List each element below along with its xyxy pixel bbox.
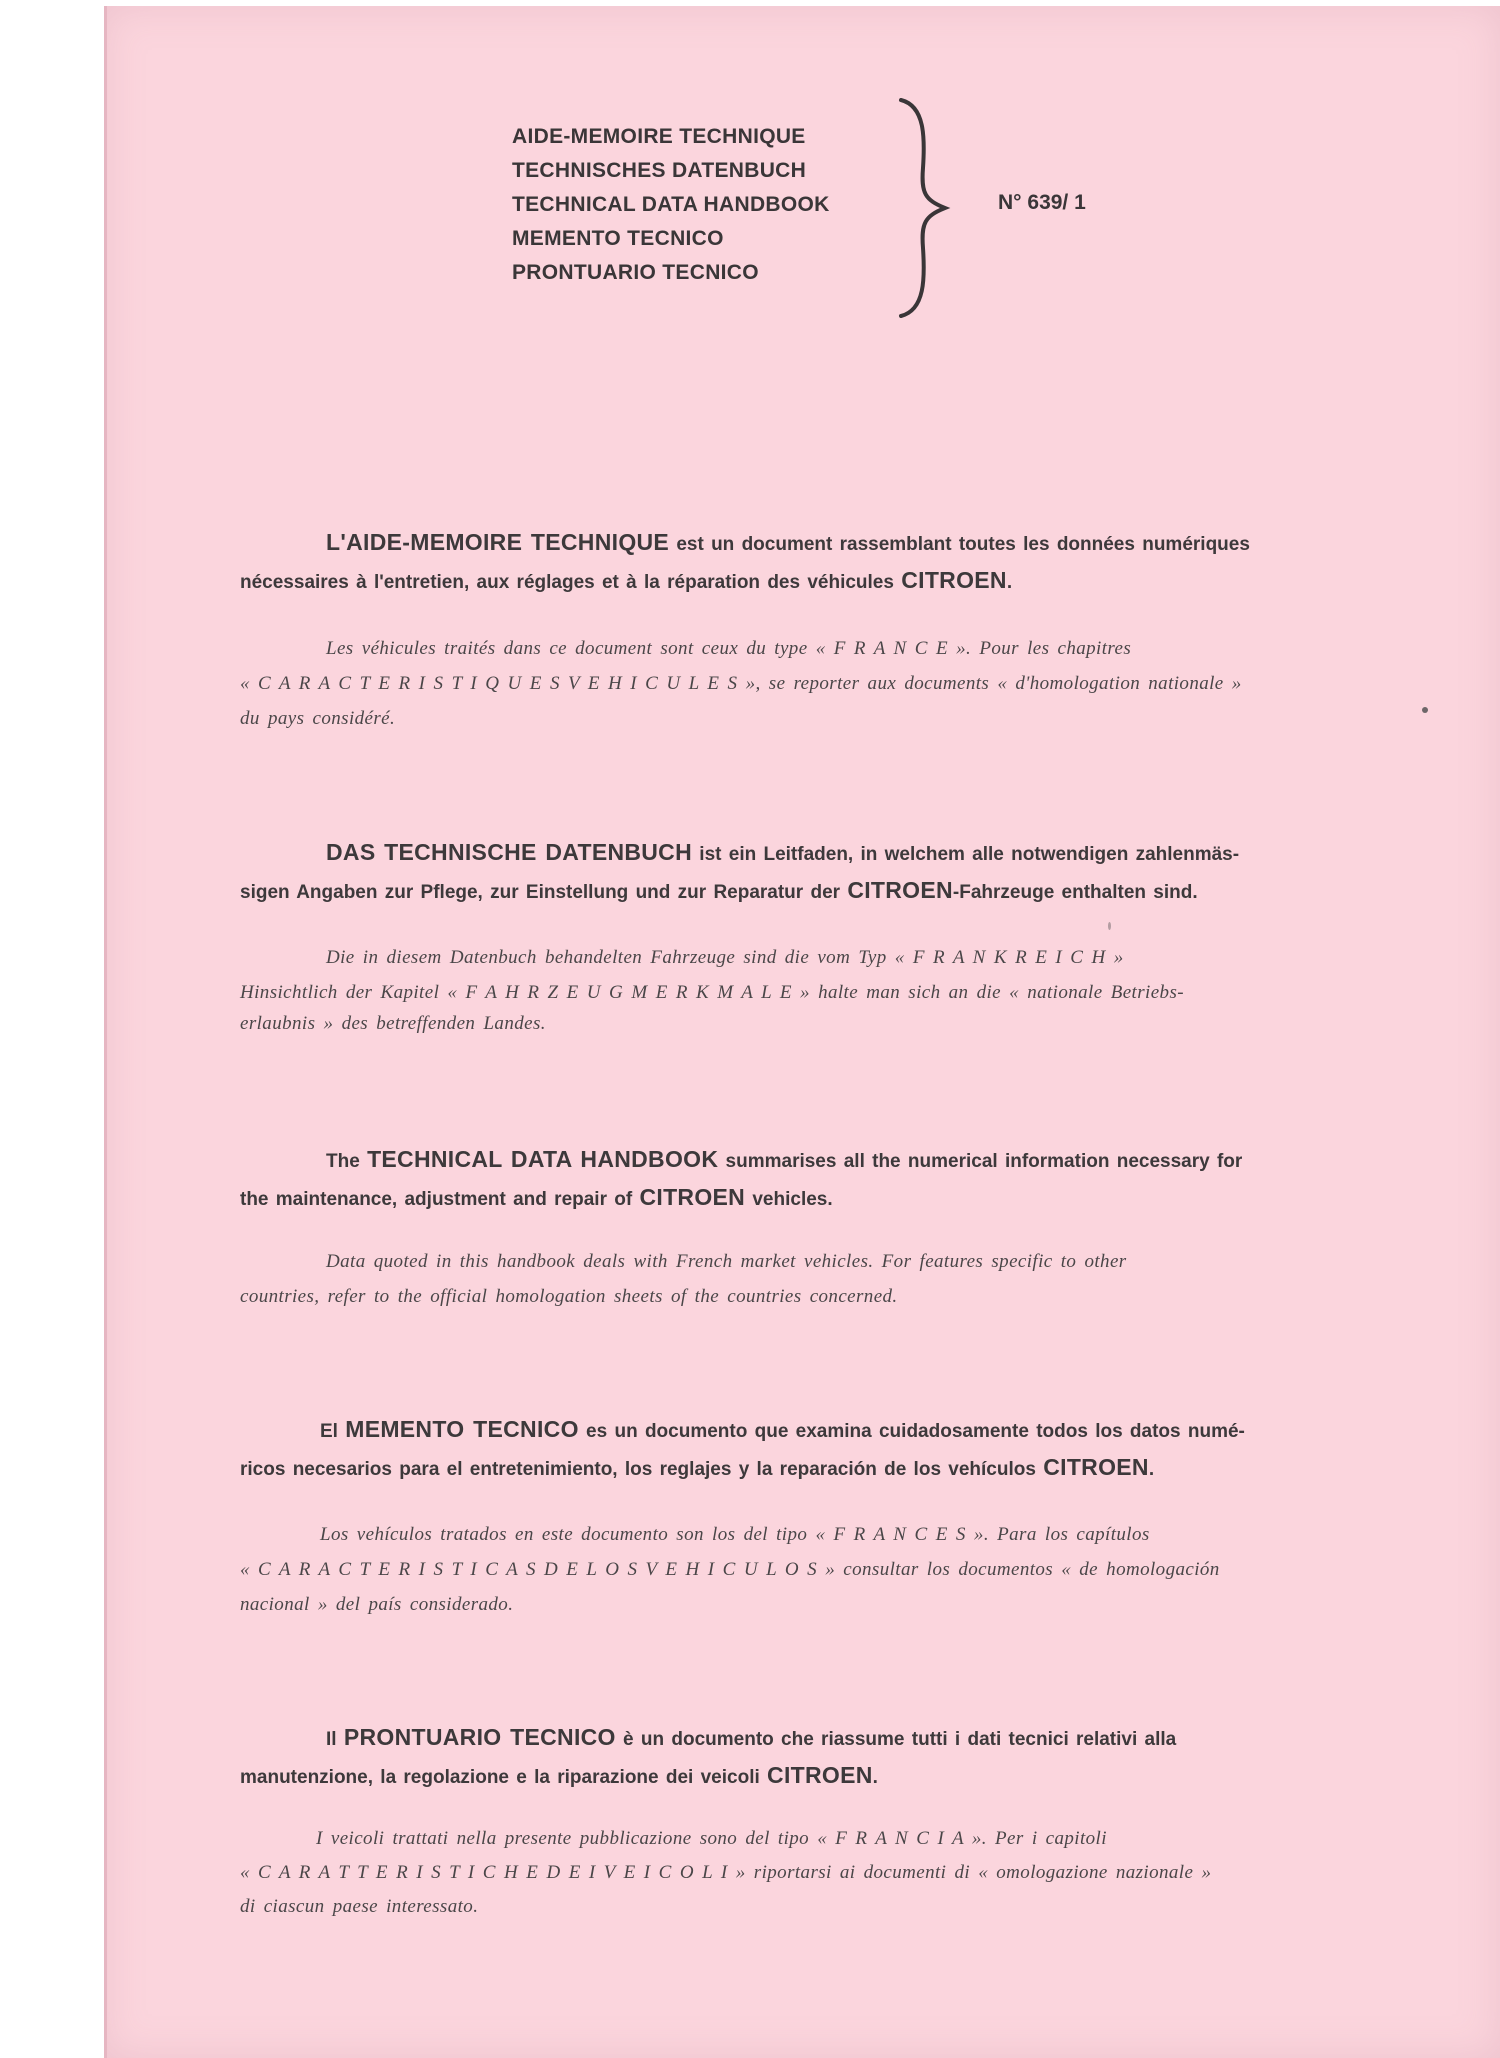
lead-line-1: [326, 1718, 1176, 1759]
brand-name: CITROEN: [847, 877, 953, 903]
lead-line-2: [240, 561, 1012, 602]
note-line-2: [240, 667, 1242, 701]
scan-speck: [1422, 707, 1428, 713]
lead-text: .: [872, 1767, 878, 1788]
lead-text: est un document rassemblant toutes les données numériques: [669, 534, 1250, 555]
note-text: Per i capitoli: [986, 1828, 1107, 1849]
note-line-2: [240, 976, 1184, 1010]
note-text: Die in diesem Datenbuch behandelten Fahrzeuge sind die vom Typ: [326, 947, 895, 968]
note-type: « F R A N C I A ».: [817, 1828, 987, 1849]
note-chapter: « C A R A T T E R I S T I C H E D E I V E I C O L I »: [240, 1862, 746, 1883]
note-line-1: Data quoted in this handbook deals with French market vehicles. For features specific to other: [326, 1251, 1127, 1272]
lead-line-2: [240, 1756, 878, 1797]
header-title-list: [512, 120, 830, 290]
note-line-2: [240, 1553, 1220, 1587]
header-title-es: MEMENTO TECNICO: [512, 227, 724, 250]
lead-text: summarises all the numerical information necessary for: [718, 1151, 1243, 1172]
lead-line-1: [326, 1140, 1242, 1181]
lead-text: manutenzione, la regolazione e la riparazione dei veicoli: [240, 1767, 768, 1788]
note-text: se reporter aux documents « d'homologation nationale »: [760, 673, 1242, 694]
note-text: Pour les chapitres: [971, 638, 1132, 659]
lead-text: nécessaires à l'entretien, aux réglages et à la réparation des véhicules: [240, 572, 902, 593]
note-type: « F R A N K R E I C H »: [894, 947, 1124, 968]
note-text: Los vehículos tratados en este documento son los del tipo: [320, 1524, 816, 1545]
lead-line-1: [320, 1410, 1245, 1451]
note-line-1: [326, 632, 1131, 666]
note-line-3: erlaubnis » des betreffenden Landes.: [240, 1013, 546, 1034]
scan-speck: [1108, 922, 1111, 930]
lead-text: El: [320, 1421, 346, 1442]
header-title-fr: AIDE-MEMOIRE TECHNIQUE: [512, 125, 806, 148]
lead-title: TECHNICAL DATA HANDBOOK: [367, 1146, 719, 1172]
lead-line-2: [240, 871, 1198, 912]
note-text: Para los capítulos: [988, 1524, 1150, 1545]
brand-name: CITROEN: [901, 567, 1007, 593]
note-line-1: [316, 1822, 1107, 1856]
lead-title: PRONTUARIO TECNICO: [343, 1724, 616, 1750]
note-line-1: [326, 941, 1124, 975]
lead-text: The: [326, 1151, 368, 1172]
brand-name: CITROEN: [767, 1762, 873, 1788]
lead-title: MEMENTO TECNICO: [345, 1416, 579, 1442]
lead-text: è un documento che riassume tutti i dati tecnici relativi alla: [615, 1729, 1177, 1750]
note-text: consultar los documentos « de homologación: [835, 1559, 1220, 1580]
note-line-3: di ciascun paese interessato.: [240, 1896, 479, 1917]
note-text: riportarsi ai documenti di « omologazione nazionale »: [745, 1862, 1212, 1883]
lead-line-2: [240, 1178, 833, 1219]
lead-text: es un documento que examina cuidadosamente todos los datos numé-: [578, 1421, 1245, 1442]
note-line-2: countries, refer to the official homologation sheets of the countries concerned.: [240, 1286, 898, 1307]
note-text: Les véhicules traités dans ce document sont ceux du type: [326, 638, 816, 659]
lead-text: the maintenance, adjustment and repair of: [240, 1189, 640, 1210]
header-title-it: PRONTUARIO TECNICO: [512, 261, 759, 284]
lead-line-1: [326, 523, 1250, 564]
note-text: I veicoli trattati nella presente pubblicazione sono del tipo: [316, 1828, 818, 1849]
lead-text: .: [1148, 1459, 1155, 1480]
lead-line-2: [240, 1448, 1154, 1489]
lead-text: .: [1006, 572, 1013, 593]
lead-text: -Fahrzeuge enthalten sind.: [952, 882, 1198, 903]
note-line-1: [320, 1518, 1150, 1552]
note-line-3: du pays considéré.: [240, 708, 396, 729]
lead-title: L'AIDE-MEMOIRE TECHNIQUE: [326, 529, 670, 555]
note-chapter: « C A R A C T E R I S T I Q U E S V E H I C U L E S »,: [240, 673, 761, 694]
lead-text: ist ein Leitfaden, in welchem alle notwendigen zahlenmäs-: [692, 844, 1240, 865]
lead-text: Il: [326, 1729, 344, 1750]
note-text: Hinsichtlich der Kapitel: [240, 982, 448, 1003]
note-chapter: « C A R A C T E R I S T I C A S D E L O S V E H I C U L O S »: [240, 1559, 836, 1580]
document-number: N° 639/ 1: [998, 191, 1086, 214]
note-text: halte man sich an die « nationale Betriebs-: [809, 982, 1184, 1003]
note-line-3: nacional » del país considerado.: [240, 1594, 514, 1615]
curly-brace-icon: [895, 98, 965, 318]
note-type: « F R A N C E ».: [815, 638, 972, 659]
lead-text: ricos necesarios para el entretenimiento, los reglajes y la reparación de los vehículos: [240, 1459, 1044, 1480]
header-title-de: TECHNISCHES DATENBUCH: [512, 159, 807, 182]
brand-name: CITROEN: [639, 1184, 746, 1210]
lead-line-1: [326, 833, 1239, 874]
note-chapter: « F A H R Z E U G M E R K M A L E »: [447, 982, 810, 1003]
note-type: « F R A N C E S ».: [815, 1524, 989, 1545]
lead-title: DAS TECHNISCHE DATENBUCH: [326, 839, 693, 865]
header: [0, 0, 1500, 320]
lead-text: sigen Angaben zur Pflege, zur Einstellung und zur Reparatur der: [240, 882, 848, 903]
note-line-2: [240, 1856, 1211, 1890]
header-title-en: TECHNICAL DATA HANDBOOK: [512, 193, 830, 216]
lead-text: vehicles.: [745, 1189, 833, 1210]
brand-name: CITROEN: [1043, 1454, 1149, 1480]
